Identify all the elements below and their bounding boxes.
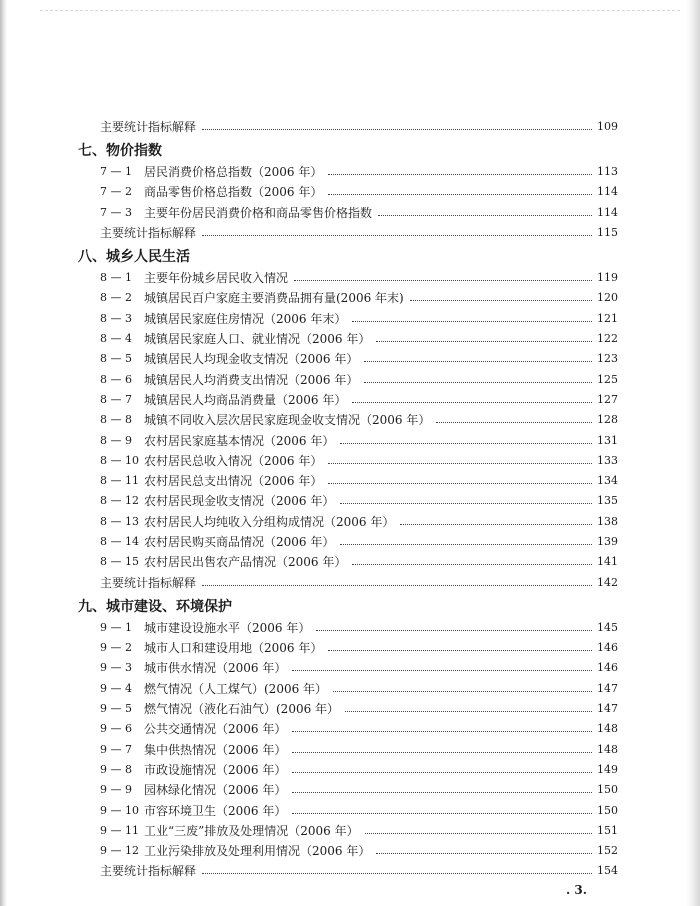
dot-leader — [340, 544, 592, 545]
entry-title: 集中供热情况（2006 年） — [144, 742, 287, 757]
entry-page-number: 121 — [597, 311, 618, 325]
entry-title: 城镇居民家庭人口、就业情况（2006 年） — [144, 332, 371, 347]
dot-leader — [202, 235, 592, 236]
entry-title: 城镇居民人均现金收支情况（2006 年） — [144, 352, 359, 367]
entry-page-number: 151 — [597, 823, 618, 837]
toc-entry — [78, 719, 618, 739]
toc-entry — [78, 182, 618, 202]
entry-page-number: 123 — [597, 352, 618, 366]
entry-page-number: 119 — [597, 271, 618, 285]
entry-page-number: 152 — [597, 844, 618, 858]
toc-entry — [78, 617, 618, 637]
entry-number: 9 — 12 — [100, 844, 139, 858]
entry-page-number: 148 — [597, 742, 618, 756]
entry-page-number: 141 — [597, 555, 618, 569]
dot-leader — [202, 585, 592, 586]
toc-section-heading — [78, 595, 618, 617]
toc-entry — [78, 202, 618, 222]
dot-leader — [333, 691, 592, 692]
entry-title: 燃气情况（人工煤气）(2006 年） — [144, 681, 328, 696]
entry-page-number: 146 — [597, 641, 618, 655]
entry-title: 园林绿化情况（2006 年） — [144, 783, 287, 798]
entry-number: 8 — 5 — [100, 352, 132, 366]
entry-number: 8 — 3 — [100, 311, 132, 325]
entry-title: 工业污染排放及处理利用情况（2006 年） — [144, 844, 371, 859]
dot-leader — [292, 772, 592, 773]
dot-leader — [345, 711, 592, 712]
entry-page-number: 147 — [597, 681, 618, 695]
dot-leader — [328, 650, 592, 651]
toc-entry — [78, 800, 618, 820]
entry-title: 主要统计指标解释 — [100, 575, 197, 590]
dot-leader — [316, 630, 592, 631]
dot-leader — [202, 129, 592, 130]
entry-page-number: 142 — [597, 575, 618, 589]
toc-entry — [78, 759, 618, 779]
toc-entry — [78, 328, 618, 348]
toc-entry — [78, 161, 618, 181]
toc-entry — [78, 267, 618, 287]
entry-page-number: 113 — [597, 164, 618, 178]
entry-title: 居民消费价格总指数（2006 年） — [144, 164, 323, 179]
toc-entry — [78, 288, 618, 308]
toc-entry — [78, 308, 618, 328]
toc-entry — [78, 841, 618, 861]
toc-entry — [78, 389, 618, 409]
entry-title: 公共交通情况（2006 年） — [144, 722, 287, 737]
entry-number: 9 — 8 — [100, 762, 132, 776]
entry-title: 农村居民总收入情况（2006 年） — [144, 453, 323, 468]
entry-title: 主要统计指标解释 — [100, 119, 197, 134]
dot-leader — [292, 670, 592, 671]
scan-right-edge — [686, 0, 700, 906]
entry-number: 7 — 2 — [100, 185, 132, 199]
entry-number: 8 — 13 — [100, 514, 139, 528]
dot-leader — [365, 833, 592, 834]
entry-page-number: 131 — [597, 433, 618, 447]
entry-page-number: 133 — [597, 453, 618, 467]
toc-entry — [78, 658, 618, 678]
entry-page-number: 115 — [597, 225, 618, 239]
entry-page-number: 147 — [597, 702, 618, 716]
entry-number: 9 — 3 — [100, 661, 132, 675]
entry-title: 城镇居民百户家庭主要消费品拥有量(2006 年末) — [144, 291, 404, 306]
entry-title: 主要统计指标解释 — [100, 864, 197, 879]
toc-entry — [78, 531, 618, 551]
toc-entry — [78, 410, 618, 430]
section-title: 九、城市建设、环境保护 — [78, 599, 232, 616]
toc-entry — [78, 739, 618, 759]
dot-leader — [364, 361, 592, 362]
entry-page-number: 146 — [597, 661, 618, 675]
entry-page-number: 128 — [597, 413, 618, 427]
toc-summary-row — [78, 222, 618, 242]
entry-number: 9 — 10 — [100, 803, 139, 817]
toc-entry — [78, 698, 618, 718]
dot-leader — [294, 280, 592, 281]
entry-number: 8 — 1 — [100, 271, 132, 285]
toc-entry — [78, 349, 618, 369]
entry-title: 农村居民出售农产品情况（2006 年） — [144, 555, 347, 570]
entry-title: 农村居民人均纯收入分组构成情况（2006 年） — [144, 514, 395, 529]
entry-title: 燃气情况（液化石油气）(2006 年） — [144, 702, 340, 717]
entry-page-number: 139 — [597, 534, 618, 548]
entry-number: 9 — 9 — [100, 783, 132, 797]
dot-leader — [328, 174, 592, 175]
entry-title: 城市建设设施水平（2006 年） — [144, 620, 311, 635]
entry-number: 8 — 12 — [100, 494, 139, 508]
dot-leader — [364, 382, 592, 383]
entry-title: 城市人口和建设用地（2006 年） — [144, 641, 323, 656]
section-title: 七、物价指数 — [78, 143, 162, 160]
entry-page-number: 150 — [597, 783, 618, 797]
entry-page-number: 125 — [597, 372, 618, 386]
entry-page-number: 109 — [597, 119, 618, 133]
entry-number: 9 — 4 — [100, 681, 132, 695]
toc-entry — [78, 450, 618, 470]
entry-number: 8 — 14 — [100, 534, 139, 548]
entry-page-number: 138 — [597, 514, 618, 528]
toc-summary-row — [78, 116, 618, 136]
scan-left-edge — [0, 0, 7, 906]
toc-entry — [78, 470, 618, 490]
dot-leader — [376, 341, 592, 342]
toc-entry — [78, 369, 618, 389]
entry-number: 8 — 7 — [100, 392, 132, 406]
toc-entry — [78, 678, 618, 698]
entry-number: 9 — 6 — [100, 722, 132, 736]
entry-page-number: 154 — [597, 864, 618, 878]
entry-number: 9 — 1 — [100, 620, 132, 634]
toc-entry — [78, 780, 618, 800]
dot-leader — [352, 564, 592, 565]
dot-leader — [202, 873, 592, 874]
dot-leader — [378, 215, 592, 216]
entry-number: 8 — 2 — [100, 291, 132, 305]
toc-entry — [78, 430, 618, 450]
toc-summary-row — [78, 572, 618, 592]
entry-number: 8 — 11 — [100, 474, 139, 488]
dot-leader — [292, 752, 592, 753]
entry-page-number: 127 — [597, 392, 618, 406]
toc-section-heading — [78, 139, 618, 161]
entry-title: 城镇不同收入层次居民家庭现金收支情况（2006 年） — [144, 413, 431, 428]
toc-summary-row — [78, 861, 618, 881]
entry-title: 城镇居民人均消费支出情况（2006 年） — [144, 372, 359, 387]
entry-number: 9 — 11 — [100, 823, 139, 837]
dot-leader — [410, 300, 592, 301]
entry-title: 农村居民总支出情况（2006 年） — [144, 474, 323, 489]
entry-page-number: 148 — [597, 722, 618, 736]
toc-section-heading — [78, 245, 618, 267]
dot-leader — [340, 503, 592, 504]
entry-number: 8 — 6 — [100, 372, 132, 386]
entry-page-number: 114 — [597, 205, 618, 219]
toc-entry — [78, 552, 618, 572]
entry-page-number: 145 — [597, 620, 618, 634]
entry-title: 市政设施情况（2006 年） — [144, 762, 287, 777]
dot-leader — [292, 731, 592, 732]
entry-number: 7 — 3 — [100, 205, 132, 219]
toc-entry — [78, 638, 618, 658]
entry-page-number: 122 — [597, 332, 618, 346]
entry-title: 农村居民家庭基本情况（2006 年） — [144, 433, 335, 448]
table-of-contents — [78, 116, 618, 881]
entry-page-number: 114 — [597, 185, 618, 199]
dot-leader — [340, 443, 592, 444]
dot-leader — [328, 194, 592, 195]
entry-title: 主要统计指标解释 — [100, 225, 197, 240]
dot-leader — [436, 422, 592, 423]
scan-top-rule — [40, 10, 680, 11]
entry-page-number: 150 — [597, 803, 618, 817]
dot-leader — [292, 813, 592, 814]
dot-leader — [328, 463, 592, 464]
dot-leader — [352, 321, 592, 322]
entry-title: 工业“三废”排放及处理情况（2006 年） — [144, 823, 359, 838]
toc-entry — [78, 491, 618, 511]
entry-page-number: 134 — [597, 474, 618, 488]
entry-title: 商品零售价格总指数（2006 年） — [144, 185, 323, 200]
entry-title: 城市供水情况（2006 年） — [144, 661, 287, 676]
entry-title: 主要年份居民消费价格和商品零售价格指数 — [144, 205, 373, 220]
entry-number: 9 — 2 — [100, 641, 132, 655]
section-title: 八、城乡人民生活 — [78, 249, 190, 266]
entry-number: 8 — 15 — [100, 555, 139, 569]
dot-leader — [328, 483, 592, 484]
entry-number: 7 — 1 — [100, 164, 132, 178]
entry-page-number: 149 — [597, 762, 618, 776]
entry-number: 8 — 8 — [100, 413, 132, 427]
entry-title: 城镇居民家庭住房情况（2006 年末） — [144, 311, 347, 326]
page-number: . 3. — [566, 883, 587, 897]
entry-number: 8 — 9 — [100, 433, 132, 447]
entry-title: 农村居民购买商品情况（2006 年） — [144, 534, 335, 549]
dot-leader — [292, 792, 592, 793]
entry-title: 主要年份城乡居民收入情况 — [144, 271, 289, 286]
entry-number: 8 — 10 — [100, 453, 139, 467]
dot-leader — [352, 402, 592, 403]
entry-number: 8 — 4 — [100, 332, 132, 346]
entry-title: 农村居民现金收支情况（2006 年） — [144, 494, 335, 509]
dot-leader — [376, 853, 592, 854]
dot-leader — [400, 524, 592, 525]
entry-page-number: 120 — [597, 291, 618, 305]
entry-page-number: 135 — [597, 494, 618, 508]
entry-number: 9 — 5 — [100, 702, 132, 716]
toc-entry — [78, 820, 618, 840]
entry-number: 9 — 7 — [100, 742, 132, 756]
entry-title: 城镇居民人均商品消费量（2006 年） — [144, 392, 347, 407]
toc-entry — [78, 511, 618, 531]
entry-title: 市容环境卫生（2006 年） — [144, 803, 287, 818]
